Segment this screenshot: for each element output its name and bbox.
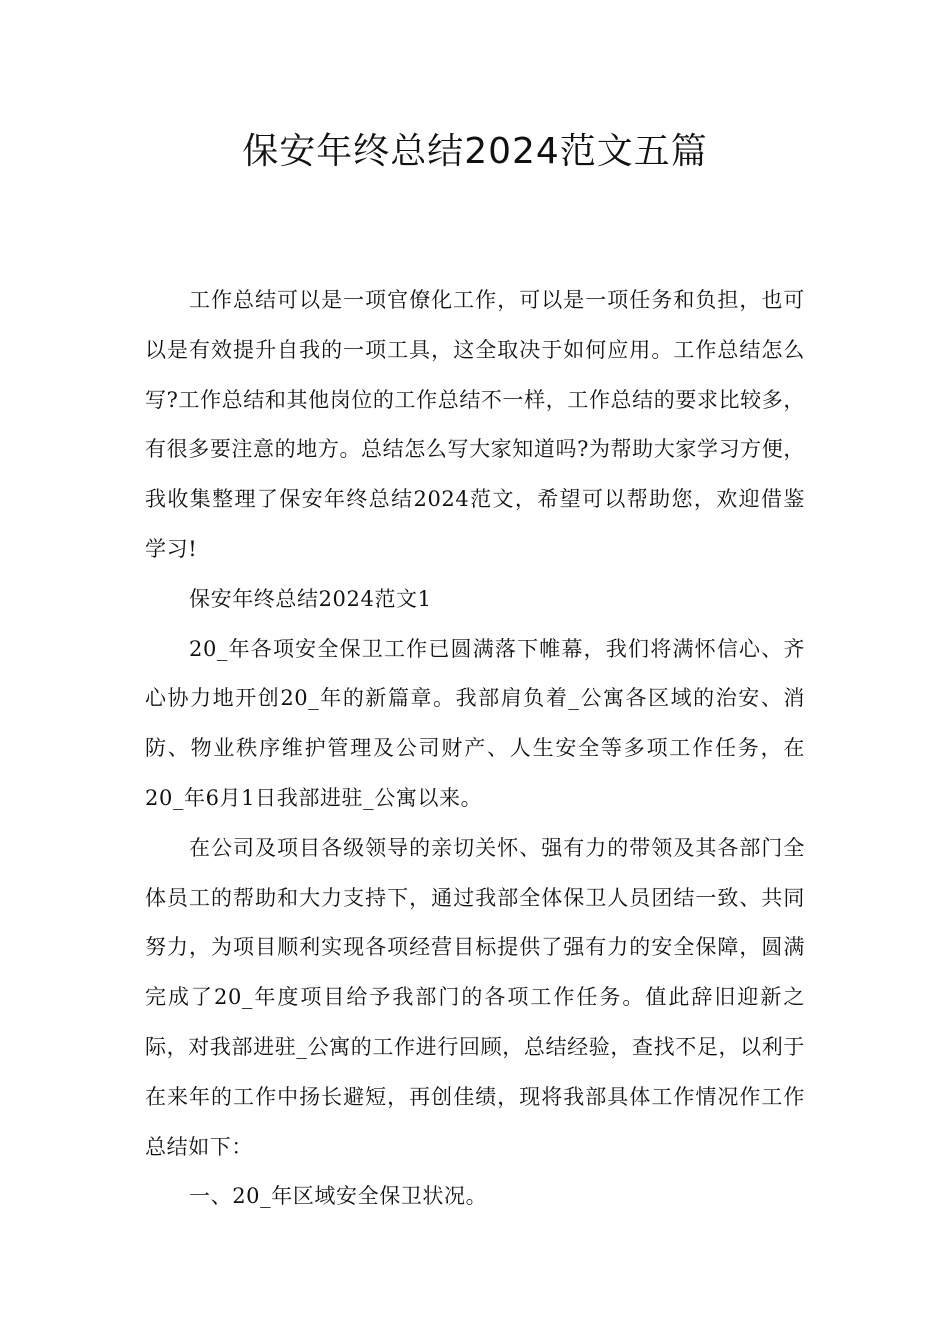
document-title: 保安年终总结2024范文五篇 [242, 131, 708, 172]
paragraph-sample-1-summary: 在公司及项目各级领导的亲切关怀、强有力的带领及其各部门全体员工的帮助和大力支持下，通过我部全体保卫人员团结一致、共同努力，为项目顺利实现各项经营目标提供了强有力的安全保障，圆满完成了20_年度项目给予我部门的各项工作任务。值此辞旧迎新之际，对我部进驻_公寓的工作进行回顾，总结经验，查找不足，以利于在来年的工作中扬长避短，再创佳绩，现将我部具体工作情况作工作总结如下： [145, 835, 805, 1159]
paragraph-sample-1-opening: 20_年各项安全保卫工作已圆满落下帷幕，我们将满怀信心、齐心协力地开创20_年的新篇章。我部肩负着_公寓各区域的治安、消防、物业秩序维护管理及公司财产、人生安全等多项工作任务，在20_年6月1日我部进驻_公寓以来。 [145, 636, 805, 810]
subheading-security-status: 一、20_年区域安全保卫状况。 [189, 1184, 488, 1209]
section-heading-sample-1: 保安年终总结2024范文1 [189, 586, 432, 611]
document-body [145, 276, 805, 1222]
paragraph-intro: 工作总结可以是一项官僚化工作，可以是一项任务和负担，也可以是有效提升自我的一项工具，这全取决于如何应用。工作总结怎么写?工作总结和其他岗位的工作总结不一样，工作总结的要求比较多，有很多要注意的地方。总结怎么写大家知道吗?为帮助大家学习方便，我收集整理了保安年终总结2024范文，希望可以帮助您，欢迎借鉴学习! [145, 288, 805, 561]
